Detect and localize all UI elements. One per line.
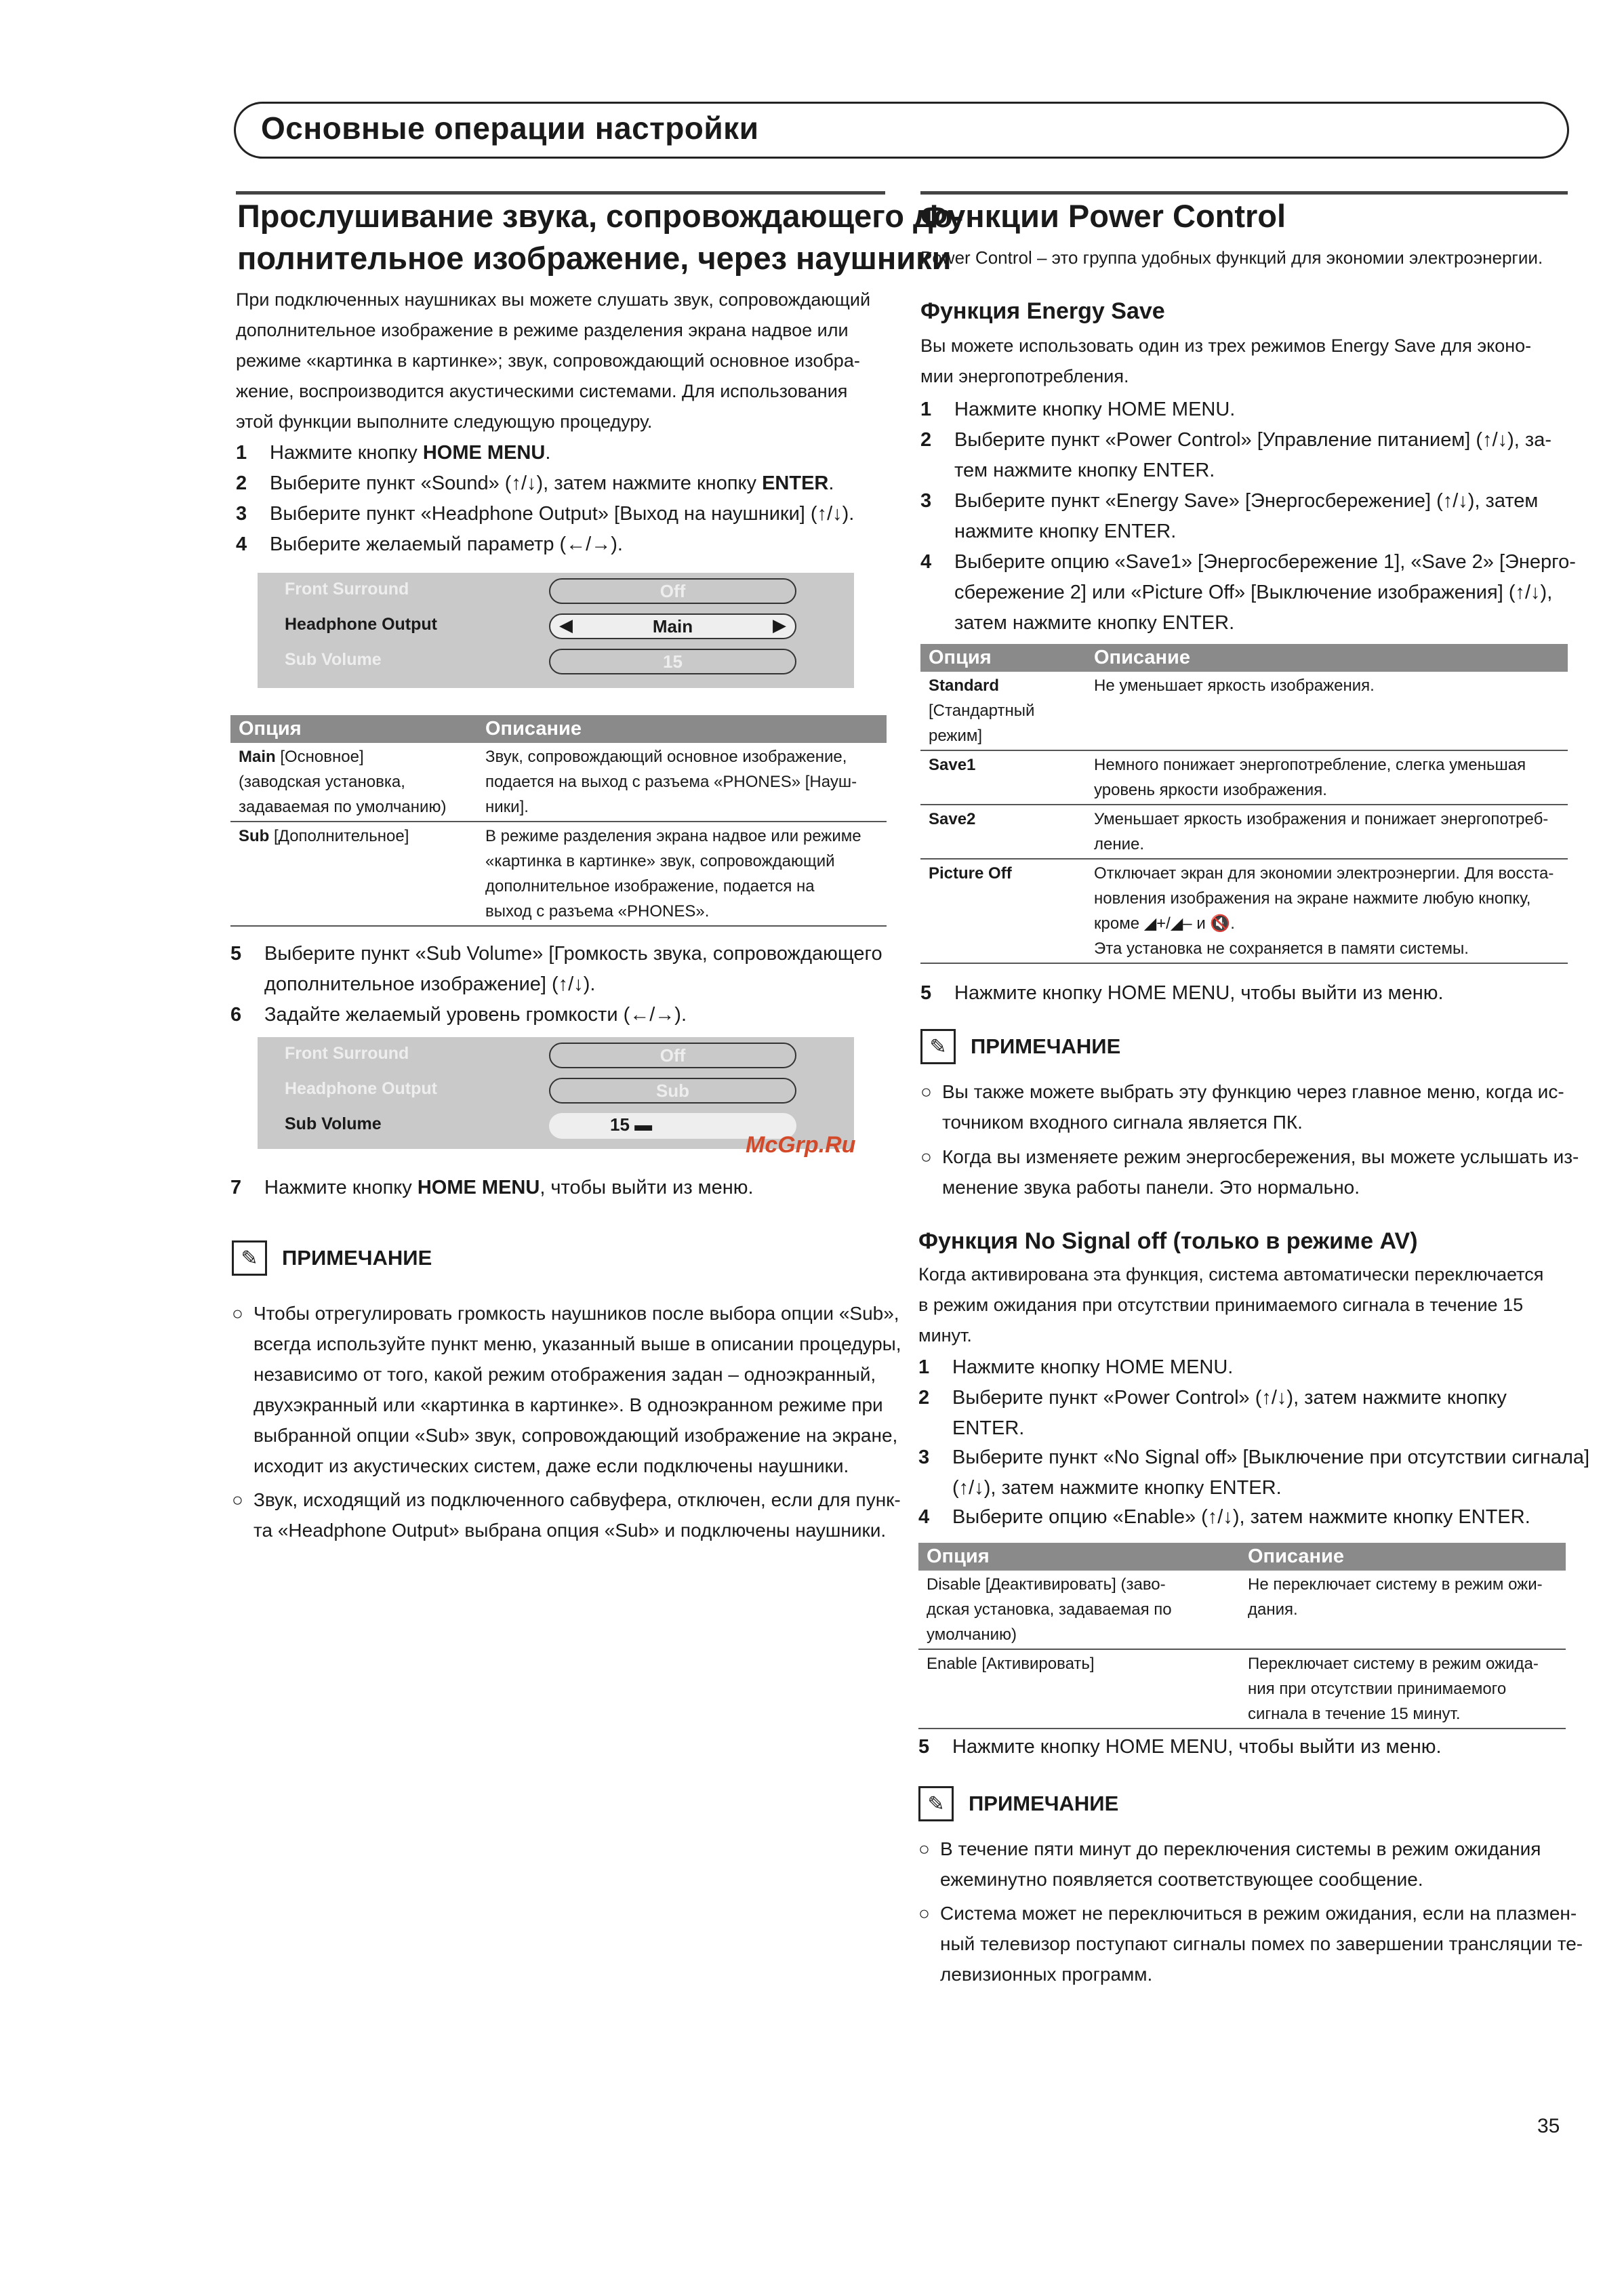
es-step-4 bbox=[920, 547, 1576, 639]
section-rule-left bbox=[236, 191, 885, 195]
description-line: кроме ◢+/◢– и 🔇. bbox=[1094, 914, 1235, 933]
note-line: двухэкранный или «картинка в картинке». В одноэкранном режиме при bbox=[253, 1394, 883, 1415]
option-name: [Основное] bbox=[275, 748, 364, 766]
description-cell bbox=[1086, 859, 1568, 963]
description-line: В режиме разделения экрана надвое или режиме bbox=[485, 827, 861, 845]
description-cell bbox=[1086, 672, 1568, 750]
ns-step-5: 5 Нажмите кнопку HOME MENU, чтобы выйти из меню. bbox=[918, 1736, 1442, 1758]
option-note: (заводская установка, bbox=[239, 773, 405, 791]
button-name: ENTER bbox=[762, 472, 829, 494]
step-text: сбережение 2] или «Picture Off» [Выключение изображения] (↑/↓), bbox=[954, 582, 1553, 603]
intro-line: режиме «картинка в картинке»; звук, сопровождающий основное изобра- bbox=[236, 350, 860, 371]
volume-slider: 15 ▬ bbox=[549, 1113, 796, 1139]
step-text: Выберите пункт «Power Control» [Управление питанием] (↑/↓), за- bbox=[954, 429, 1551, 451]
description-line: ники]. bbox=[485, 798, 529, 816]
note-title: ПРИМЕЧАНИЕ bbox=[969, 1792, 1119, 1815]
option-cell bbox=[918, 1571, 1240, 1649]
ns-step-3 bbox=[918, 1442, 1589, 1503]
es-step-1 bbox=[920, 395, 1235, 425]
osd-value: Off bbox=[549, 1043, 796, 1068]
step-text: Выберите опцию «Enable» (↑/↓), затем нажмите кнопку ENTER. bbox=[952, 1506, 1530, 1528]
column-header: Описание bbox=[477, 715, 887, 743]
intro-line: этой функции выполните следующую процедуру. bbox=[236, 411, 653, 432]
step-text: Выберите опцию «Save1» [Энергосбережение 1], «Save 2» [Энерго- bbox=[954, 551, 1576, 573]
right-intro: Power Control – это группа удобных функций для экономии электроэнергии. bbox=[920, 247, 1543, 268]
es-note-heading bbox=[920, 1029, 1120, 1064]
option-name: Standard bbox=[929, 676, 1000, 695]
ns-note-1: ○ В течение пяти минут до переключения системы в режим ожидания ежеминутно появляется соответствующее сообщение. bbox=[918, 1834, 1541, 1895]
left-heading-line: Прослушивание звука, сопровождающего до- bbox=[237, 198, 964, 234]
step-number: 4 bbox=[918, 1506, 930, 1528]
step-text: дополнительное изображение] (↑/↓). bbox=[264, 973, 596, 995]
description-line: подается на выход с разъема «PHONES» [Науш- bbox=[485, 773, 857, 791]
step-text: (↑/↓), затем нажмите кнопку ENTER. bbox=[952, 1477, 1282, 1499]
option-name: Sub bbox=[239, 827, 270, 845]
description-cell bbox=[477, 743, 887, 822]
ns-step-1 bbox=[918, 1352, 1233, 1383]
right-heading: Функции Power Control bbox=[920, 198, 1286, 234]
chevron-right-icon: ▶ bbox=[773, 615, 786, 635]
step-number: 2 bbox=[918, 1387, 930, 1409]
description-line: «картинка в картинке» звук, сопровождающий bbox=[485, 852, 835, 870]
step-text: Выберите пункт «Sub Volume» [Громкость звука, сопровождающего bbox=[264, 943, 882, 965]
chevron-left-icon: ◀ bbox=[559, 615, 573, 635]
step-text: Выберите пункт «Power Control» (↑/↓), затем нажмите кнопку bbox=[952, 1387, 1507, 1409]
left-step-1 bbox=[236, 438, 550, 468]
note-line: Звук, исходящий из подключенного сабвуфера, отключен, если для пунк- bbox=[253, 1489, 901, 1510]
es-note-1: ○ Вы также можете выбрать эту функцию через главное меню, когда ис- точником входного сигнала является ПК. bbox=[920, 1076, 1564, 1137]
option-cell bbox=[920, 672, 1086, 750]
no-signal-intro bbox=[918, 1259, 1543, 1351]
option-note: задаваемая по умолчанию) bbox=[239, 798, 447, 816]
description-line: Уменьшает яркость изображения и понижает энергопотреб- bbox=[1094, 810, 1549, 828]
column-header: Описание bbox=[1240, 1543, 1566, 1571]
note-line: В течение пяти минут до переключения системы в режим ожидания bbox=[940, 1838, 1541, 1859]
option-note: [Стандартный bbox=[929, 702, 1035, 720]
osd-menu-headphone bbox=[258, 573, 854, 688]
osd-selector bbox=[549, 613, 796, 639]
step-text: затем нажмите кнопку ENTER. bbox=[954, 612, 1235, 634]
left-step-2 bbox=[236, 468, 834, 499]
step-text: Выберите желаемый параметр (←/→). bbox=[270, 533, 623, 555]
section-rule-right bbox=[920, 191, 1568, 195]
intro-line: в режим ожидания при отсутствии принимаемого сигнала в течение 15 bbox=[918, 1295, 1524, 1315]
note-title: ПРИМЕЧАНИЕ bbox=[971, 1034, 1121, 1058]
note-line: менение звука работы панели. Это нормально. bbox=[942, 1177, 1360, 1198]
note-line: Система может не переключиться в режим ожидания, если на плазмен- bbox=[940, 1903, 1577, 1924]
column-header: Опция bbox=[918, 1543, 1240, 1571]
step-number: 3 bbox=[918, 1447, 930, 1468]
ns-step-2 bbox=[918, 1383, 1507, 1444]
table-row bbox=[230, 743, 887, 822]
option-note: умолчанию) bbox=[927, 1625, 1017, 1644]
step-number: 1 bbox=[918, 1356, 930, 1378]
description-line: ление. bbox=[1094, 835, 1145, 853]
step-text: Задайте желаемый уровень громкости (←/→). bbox=[264, 1004, 687, 1026]
es-step-3 bbox=[920, 486, 1538, 547]
left-step-4 bbox=[236, 529, 623, 560]
osd-label: Front Surround bbox=[285, 1044, 409, 1063]
option-name: Save1 bbox=[920, 750, 1086, 805]
page-number: 35 bbox=[1537, 2115, 1560, 2137]
intro-line: дополнительное изображение в режиме разделения экрана надвое или bbox=[236, 320, 849, 340]
left-note-heading bbox=[232, 1240, 432, 1276]
step-number: 1 bbox=[236, 442, 247, 464]
step-number: 1 bbox=[920, 399, 932, 420]
es-step-2 bbox=[920, 425, 1551, 486]
es-note-2: ○ Когда вы изменяете режим энергосбережения, вы можете услышать из- менение звука работы панели. Это нормально. bbox=[920, 1142, 1579, 1203]
intro-line: Когда активирована эта функция, система автоматически переключается bbox=[918, 1264, 1544, 1285]
table-row bbox=[920, 859, 1568, 963]
option-name: Main bbox=[239, 748, 276, 766]
osd-label: Headphone Output bbox=[285, 1079, 437, 1098]
pencil-note-icon: ✎ bbox=[918, 1786, 954, 1821]
left-intro bbox=[236, 285, 893, 437]
table-row bbox=[920, 672, 1568, 750]
osd-value: Off bbox=[549, 578, 796, 604]
ns-step-4 bbox=[918, 1502, 1530, 1533]
osd-value: Main bbox=[652, 616, 693, 637]
note-line: точником входного сигнала является ПК. bbox=[942, 1112, 1303, 1133]
step-number: 2 bbox=[920, 429, 932, 451]
table-row bbox=[920, 750, 1568, 805]
osd-label: Front Surround bbox=[285, 580, 409, 599]
energy-save-heading: Функция Energy Save bbox=[920, 298, 1165, 324]
table-row bbox=[920, 805, 1568, 859]
step-number: 2 bbox=[236, 472, 247, 494]
step-text: Нажмите кнопку HOME MENU. bbox=[952, 1356, 1234, 1378]
table-row bbox=[918, 1649, 1566, 1729]
note-line: Когда вы изменяете режим энергосбережения, вы можете услышать из- bbox=[942, 1146, 1579, 1167]
no-signal-table bbox=[918, 1543, 1566, 1729]
description-line: Звук, сопровождающий основное изображение, bbox=[485, 748, 847, 766]
table-header bbox=[920, 644, 1568, 672]
note-line: выбранной опции «Sub» звук, сопровождающий изображение на экране, bbox=[253, 1425, 898, 1446]
intro-line: мии энергопотребления. bbox=[920, 366, 1129, 386]
option-name: Disable [Деактивировать] (заво- bbox=[927, 1575, 1166, 1594]
left-note-2: ○ Звук, исходящий из подключенного сабвуфера, отключен, если для пунк- та «Headphone Output» выбрана опция «Sub» и подключены наушники. bbox=[232, 1484, 901, 1545]
description-cell bbox=[1086, 750, 1568, 805]
description-line: выход с разъема «PHONES». bbox=[485, 902, 710, 921]
option-name: [Дополнительное] bbox=[269, 827, 409, 845]
description-cell bbox=[477, 822, 887, 926]
description-line: ния при отсутствии принимаемого bbox=[1248, 1680, 1507, 1698]
step-text: тем нажмите кнопку ENTER. bbox=[954, 460, 1215, 481]
description-line: сигнала в течение 15 минут. bbox=[1248, 1705, 1461, 1723]
left-step-5: 5 Выберите пункт «Sub Volume» [Громкость звука, сопровождающего дополнительное изображение] (↑/↓). bbox=[230, 939, 882, 1000]
description-line: Не уменьшает яркость изображения. bbox=[1094, 676, 1375, 695]
description-cell bbox=[1086, 805, 1568, 859]
left-heading-line: полнительное изображение, через наушники bbox=[237, 240, 952, 276]
left-step-6: 6 Задайте желаемый уровень громкости (←/→). bbox=[230, 1000, 687, 1030]
description-line: дания. bbox=[1248, 1600, 1298, 1619]
osd-label: Headphone Output bbox=[285, 615, 437, 634]
step-text: Выберите пункт «Sound» (↑/↓), затем нажмите кнопку bbox=[270, 472, 763, 494]
energy-save-intro bbox=[920, 331, 1531, 392]
es-step-5: 5 Нажмите кнопку HOME MENU, чтобы выйти из меню. bbox=[920, 982, 1444, 1004]
option-cell bbox=[230, 822, 477, 926]
note-line: ный телевизор поступают сигналы помех по завершении трансляции те- bbox=[940, 1933, 1583, 1954]
left-note-1: ○ Чтобы отрегулировать громкость наушников после выбора опции «Sub», всегда используйте пункт меню, указанный выше в описании процедуры, независимо от того, какой режим отображения задан – одноэкранный, двухэкранный или «картинка в картинке». В одноэкранном режиме при выбранной опции «Sub» звук, сопровождающий изображение на экране, исходит из акустических систем, даже если подключены наушники. bbox=[232, 1298, 901, 1481]
description-line: Переключает систему в режим ожида- bbox=[1248, 1655, 1539, 1673]
pencil-note-icon: ✎ bbox=[232, 1240, 267, 1276]
note-line: исходит из акустических систем, даже если подключены наушники. bbox=[253, 1455, 849, 1476]
description-line: новления изображения на экране нажмите любую кнопку, bbox=[1094, 889, 1531, 908]
no-signal-heading: Функция No Signal off (только в режиме AV) bbox=[918, 1228, 1418, 1254]
left-step-3 bbox=[236, 499, 854, 529]
table-header bbox=[918, 1543, 1566, 1571]
step-number: 3 bbox=[920, 490, 932, 512]
step-text: Выберите пункт «Headphone Output» [Выход на наушники] (↑/↓). bbox=[270, 503, 855, 525]
note-line: та «Headphone Output» выбрана опция «Sub» и подключены наушники. bbox=[253, 1520, 887, 1541]
osd-value: 15 bbox=[610, 1114, 630, 1135]
step-text: . bbox=[545, 442, 551, 464]
step-text: Нажмите кнопку bbox=[264, 1177, 418, 1198]
note-line: левизионных программ. bbox=[940, 1964, 1153, 1985]
intro-line: жение, воспроизводится акустическими системами. Для использования bbox=[236, 381, 848, 401]
table-row bbox=[230, 822, 887, 926]
step-text: ENTER. bbox=[952, 1417, 1025, 1439]
osd-value: Sub bbox=[549, 1078, 796, 1104]
button-name: HOME MENU bbox=[417, 1177, 540, 1198]
pencil-note-icon: ✎ bbox=[920, 1029, 956, 1064]
note-title: ПРИМЕЧАНИЕ bbox=[282, 1246, 432, 1270]
energy-save-table bbox=[920, 644, 1568, 964]
left-step-7: 7 Нажмите кнопку HOME MENU, чтобы выйти из меню. bbox=[230, 1177, 754, 1198]
step-text: нажмите кнопку ENTER. bbox=[954, 521, 1177, 542]
option-note: дская установка, задаваемая по bbox=[927, 1600, 1172, 1619]
step-number: 4 bbox=[920, 551, 932, 573]
note-line: всегда используйте пункт меню, указанный выше в описании процедуры, bbox=[253, 1333, 901, 1354]
column-header: Опция bbox=[920, 644, 1086, 672]
osd-label: Sub Volume bbox=[285, 1114, 382, 1133]
step-text: Нажмите кнопку HOME MENU, чтобы выйти из меню. bbox=[952, 1736, 1442, 1758]
step-text: , чтобы выйти из меню. bbox=[540, 1177, 754, 1198]
intro-line: минут. bbox=[918, 1325, 972, 1346]
ns-note-2: ○ Система может не переключиться в режим ожидания, если на плазмен- ный телевизор поступают сигналы помех по завершении трансляции те- левизионных программ. bbox=[918, 1898, 1583, 1989]
step-number: 4 bbox=[236, 533, 247, 555]
osd-value: 15 bbox=[549, 649, 796, 674]
description-line: Не переключает систему в режим ожи- bbox=[1248, 1575, 1543, 1594]
description-cell bbox=[1240, 1649, 1566, 1729]
option-name: Enable [Активировать] bbox=[927, 1655, 1095, 1673]
option-cell bbox=[230, 743, 477, 822]
column-header: Опция bbox=[230, 715, 477, 743]
note-line: независимо от того, какой режим отображения задан – одноэкранный, bbox=[253, 1364, 876, 1385]
button-name: HOME MENU bbox=[422, 442, 546, 464]
osd-label: Sub Volume bbox=[285, 650, 382, 669]
note-line: Чтобы отрегулировать громкость наушников после выбора опции «Sub», bbox=[253, 1303, 899, 1324]
step-text: Нажмите кнопку bbox=[270, 442, 423, 464]
step-text: Выберите пункт «No Signal off» [Выключение при отсутствии сигнала] bbox=[952, 1447, 1590, 1468]
intro-line: Вы можете использовать один из трех режимов Energy Save для эконо- bbox=[920, 336, 1532, 356]
table-header bbox=[230, 715, 887, 743]
description-line: Немного понижает энергопотребление, слегка уменьшая bbox=[1094, 756, 1526, 774]
option-name: Save2 bbox=[920, 805, 1086, 859]
step-text: . bbox=[828, 472, 834, 494]
description-line: Эта установка не сохраняется в памяти системы. bbox=[1094, 940, 1469, 958]
watermark: McGrp.Ru bbox=[746, 1132, 856, 1158]
step-number: 3 bbox=[236, 503, 247, 525]
description-line: дополнительное изображение, подается на bbox=[485, 877, 815, 895]
table-row bbox=[918, 1571, 1566, 1649]
option-cell bbox=[918, 1649, 1240, 1729]
step-text: Нажмите кнопку HOME MENU. bbox=[954, 399, 1236, 420]
description-cell bbox=[1240, 1571, 1566, 1649]
description-line: Отключает экран для экономии электроэнергии. Для восста- bbox=[1094, 864, 1554, 883]
option-note: режим] bbox=[929, 727, 983, 745]
page-header-title: Основные операции настройки bbox=[261, 110, 759, 146]
column-header: Описание bbox=[1086, 644, 1568, 672]
option-name: Picture Off bbox=[920, 859, 1086, 963]
left-heading bbox=[237, 195, 963, 279]
intro-line: При подключенных наушниках вы можете слушать звук, сопровождающий bbox=[236, 289, 871, 310]
headphone-options-table bbox=[230, 715, 887, 927]
ns-note-heading bbox=[918, 1786, 1118, 1821]
description-line: уровень яркости изображения. bbox=[1094, 781, 1327, 799]
note-line: Вы также можете выбрать эту функцию через главное меню, когда ис- bbox=[942, 1081, 1564, 1102]
note-line: ежеминутно появляется соответствующее сообщение. bbox=[940, 1869, 1423, 1890]
step-text: Выберите пункт «Energy Save» [Энергосбережение] (↑/↓), затем bbox=[954, 490, 1539, 512]
step-text: Нажмите кнопку HOME MENU, чтобы выйти из меню. bbox=[954, 982, 1444, 1004]
